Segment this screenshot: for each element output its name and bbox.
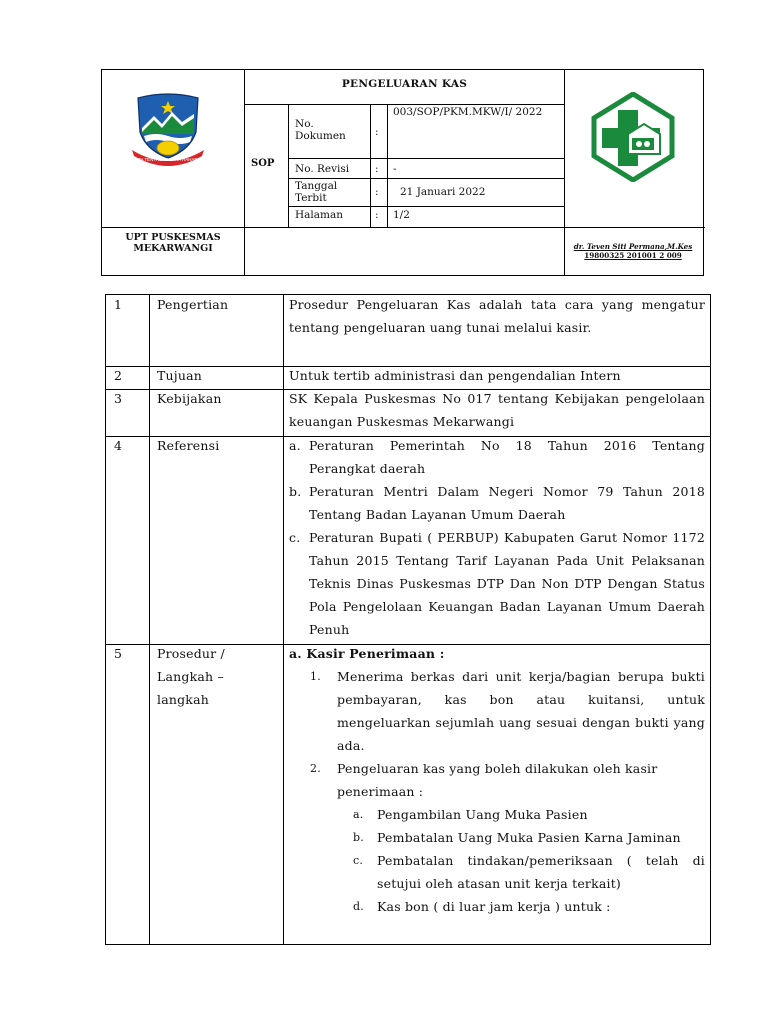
divider bbox=[387, 104, 388, 227]
signer-name: dr. Teven Siti Permana,M.Kes bbox=[573, 242, 693, 251]
svg-text:TATA TENTREM KERTA RAHARJA: TATA TENTREM KERTA RAHARJA bbox=[133, 157, 203, 162]
puskesmas-cross-icon bbox=[588, 92, 678, 182]
row-text-tujuan: Untuk tertib administrasi dan pengendalian Intern bbox=[289, 368, 621, 383]
list-item: d. Kas bon ( di luar jam kerja ) untuk : bbox=[353, 899, 611, 914]
unit-name: UPT PUSKESMAS MEKARWANGI bbox=[125, 232, 221, 254]
procedure-heading: a. Kasir Penerimaan : bbox=[289, 646, 445, 661]
list-item: c. Peraturan Bupati ( PERBUP) Kabupaten Garut Nomor 1172 Tahun 2015 Tentang Tarif Layanan Pada Unit Pelaksanan Teknis Dinas Puskesmas DTP Dan Non DTP Dengan Status Pola Pengelolaan Keuangan Badan Layanan Umum Daerah Penuh bbox=[289, 530, 705, 637]
signer-nip: 19800325 201001 2 009 bbox=[584, 251, 682, 260]
field-value-no-dokumen: 003/SOP/PKM.MKW/I/ 2022 bbox=[393, 106, 543, 118]
procedure-block bbox=[289, 642, 705, 918]
signer-block bbox=[564, 242, 702, 260]
list-item: 1. Menerima berkas dari unit kerja/bagian berupa bukti pembayaran, kas bon atau kuitansi, untuk mengeluarkan sejumlah uang sesuai dengan bukti yang ada. bbox=[310, 669, 705, 753]
divider bbox=[288, 178, 564, 179]
row-label-kebijakan: Kebijakan bbox=[157, 391, 222, 406]
divider bbox=[102, 227, 705, 228]
divider bbox=[149, 295, 150, 944]
field-value-tanggal-terbit: 21 Januari 2022 bbox=[400, 186, 486, 198]
row-text-pengertian: Prosedur Pengeluaran Kas adalah tata cara yang mengatur tentang pengeluaran uang tunai melalui kasir. bbox=[289, 297, 705, 335]
list-item: b. Peraturan Mentri Dalam Negeri Nomor 79 Tahun 2018 Tentang Badan Layanan Umum Daerah bbox=[289, 484, 705, 522]
field-colon: : bbox=[375, 163, 379, 175]
divider bbox=[288, 104, 289, 227]
row-number: 2 bbox=[114, 368, 122, 383]
divider bbox=[244, 104, 564, 105]
sop-header bbox=[101, 69, 704, 276]
regency-crest-icon bbox=[124, 92, 212, 170]
field-label-no-revisi: No. Revisi bbox=[295, 163, 350, 175]
field-label-tanggal-terbit: Tanggal Terbit bbox=[295, 180, 338, 204]
row-number: 1 bbox=[114, 297, 122, 312]
reference-list bbox=[289, 434, 705, 641]
divider bbox=[370, 104, 371, 227]
sop-label: SOP bbox=[251, 158, 275, 169]
field-colon: : bbox=[375, 126, 379, 138]
field-label-halaman: Halaman bbox=[295, 209, 344, 221]
divider bbox=[288, 206, 564, 207]
field-colon: : bbox=[375, 186, 379, 198]
list-item: b. Pembatalan Uang Muka Pasien Karna Jaminan bbox=[353, 830, 681, 845]
row-number: 4 bbox=[114, 438, 122, 453]
field-value-no-revisi: - bbox=[393, 163, 397, 175]
row-number: 5 bbox=[114, 646, 122, 661]
row-label-tujuan: Tujuan bbox=[157, 368, 203, 383]
row-label-referensi: Referensi bbox=[157, 438, 220, 453]
field-colon: : bbox=[375, 209, 379, 221]
divider bbox=[288, 158, 564, 159]
divider bbox=[244, 70, 245, 275]
document-title: PENGELUARAN KAS bbox=[341, 78, 468, 90]
sop-content-table bbox=[105, 294, 711, 945]
row-label-prosedur: Prosedur / Langkah – langkah bbox=[157, 646, 225, 707]
list-item: 2. Pengeluaran kas yang boleh dilakukan oleh kasir penerimaan : bbox=[310, 761, 658, 799]
row-number: 3 bbox=[114, 391, 122, 406]
list-item: a. Peraturan Pemerintah No 18 Tahun 2016 Tentang Perangkat daerah bbox=[289, 438, 705, 476]
field-label-no-dokumen: No. Dokumen bbox=[295, 118, 346, 142]
list-item: c. Pembatalan tindakan/pemeriksaan ( telah di setujui oleh atasan unit kerja terkait) bbox=[353, 853, 705, 891]
field-value-halaman: 1/2 bbox=[393, 209, 410, 221]
divider bbox=[283, 295, 284, 944]
row-label-pengertian: Pengertian bbox=[157, 297, 229, 312]
row-text-kebijakan: SK Kepala Puskesmas No 017 tentang Kebijakan pengelolaan keuangan Puskesmas Mekarwangi bbox=[289, 391, 705, 429]
list-item: a. Pengambilan Uang Muka Pasien bbox=[353, 807, 588, 822]
